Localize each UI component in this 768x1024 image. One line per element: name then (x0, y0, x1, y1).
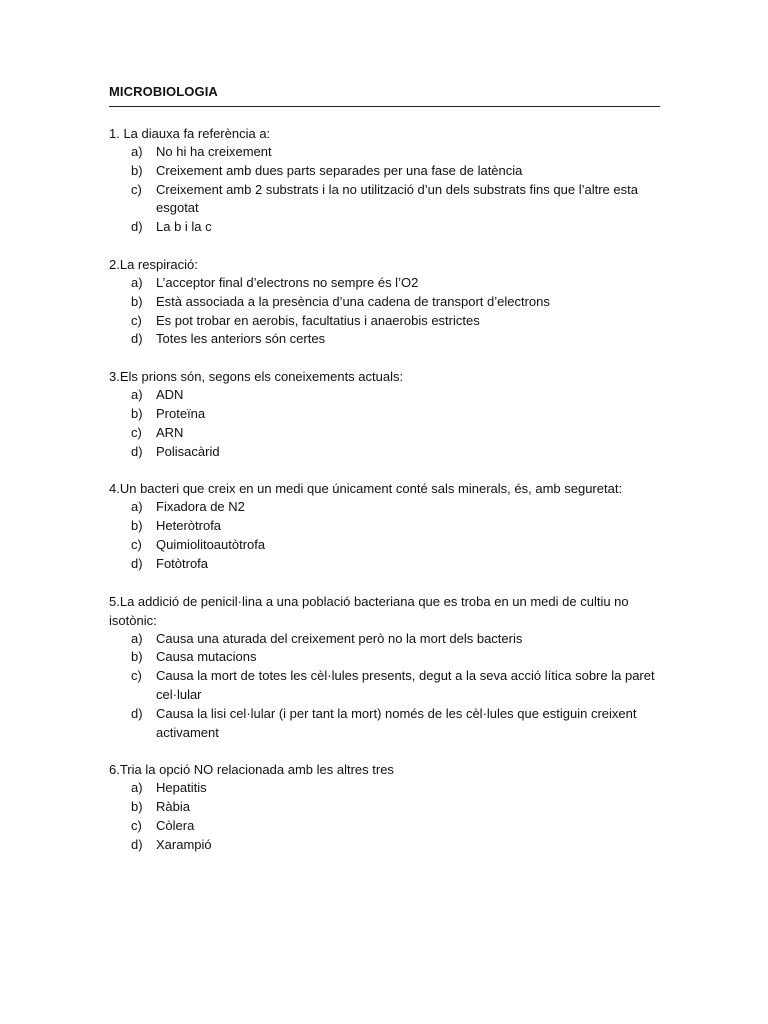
answer-option (109, 386, 660, 405)
question-text: 6.Tria la opció NO relacionada amb les altres tres (109, 762, 394, 778)
option-text: L’acceptor final d’electrons no sempre és l’O2 (156, 274, 419, 290)
option-letter: b) (131, 293, 143, 309)
document-title: MICROBIOLOGIA (109, 84, 218, 99)
answer-option (109, 779, 660, 798)
option-text: Heteròtrofa (156, 518, 222, 534)
option-letter: d) (131, 705, 143, 721)
answer-option (109, 424, 660, 443)
question-1 (109, 124, 660, 237)
option-text: Està associada a la presència d’una cadena de transport d’electrons (156, 293, 550, 309)
option-text: Causa una aturada del creixement però no la mort dels bacteris (156, 630, 523, 646)
question-text: 5.La addició de penicil·lina a una població bacteriana que es troba en un medi de cultiu no isotònic: (109, 593, 629, 628)
answer-option (109, 312, 660, 331)
answer-options (109, 143, 660, 237)
question-text: 1. La diauxa fa referència a: (109, 126, 271, 141)
option-text: ARN (156, 424, 184, 440)
option-text: Creixement amb 2 substrats i la no utilització d’un dels substrats fins que l’altre esta esgotat (156, 181, 638, 216)
option-letter: c) (131, 817, 142, 833)
option-text: Proteïna (156, 405, 206, 421)
answer-option (109, 405, 660, 424)
option-letter: d) (131, 836, 143, 852)
option-letter: c) (131, 668, 142, 684)
answer-option (109, 274, 660, 293)
answer-option (109, 330, 660, 349)
answer-option (109, 536, 660, 555)
option-letter: b) (131, 518, 143, 534)
option-text: Causa mutacions (156, 649, 257, 665)
option-letter: b) (131, 405, 143, 421)
question-6 (109, 760, 660, 854)
option-text: Fixadora de N2 (156, 499, 245, 515)
option-text: Creixement amb dues parts separades per una fase de latència (156, 162, 523, 178)
option-text: La b i la c (156, 219, 212, 235)
option-text: Causa la lisi cel·lular (i per tant la mort) només de les cèl·lules que estiguin creixent activament (156, 705, 637, 740)
option-text: Es pot trobar en aerobis, facultatius i anaerobis estrictes (156, 312, 480, 328)
option-letter: d) (131, 331, 143, 347)
option-letter: c) (131, 312, 142, 328)
option-letter: d) (131, 443, 143, 459)
option-letter: a) (131, 780, 143, 796)
answer-options (109, 498, 660, 573)
option-letter: d) (131, 219, 143, 235)
title-underline (109, 106, 660, 107)
answer-option (109, 443, 660, 462)
question-text: 2.La respiració: (109, 256, 198, 272)
question-3 (109, 367, 660, 461)
answer-option (109, 517, 660, 536)
answer-options (109, 274, 660, 349)
option-letter: d) (131, 555, 143, 571)
option-text: Còlera (156, 817, 195, 833)
answer-option (109, 181, 660, 219)
option-letter: a) (131, 274, 143, 290)
answer-option (109, 293, 660, 312)
option-text: Polisacàrid (156, 443, 220, 459)
answer-option (109, 555, 660, 574)
question-4 (109, 479, 660, 573)
option-text: Totes les anteriors són certes (156, 331, 326, 347)
question-text: 4.Un bacteri que creix en un medi que únicament conté sals minerals, és, amb seguretat: (109, 481, 623, 497)
answer-options (109, 630, 660, 743)
option-text: Quimiolitoautòtrofa (156, 536, 266, 552)
answer-option (109, 798, 660, 817)
option-letter: a) (131, 630, 143, 646)
option-letter: c) (131, 536, 142, 552)
question-2 (109, 255, 660, 349)
option-text: Causa la mort de totes les cèl·lules presents, degut a la seva acció lítica sobre la paret cel·lular (156, 668, 655, 702)
option-letter: a) (131, 499, 143, 515)
option-letter: b) (131, 162, 143, 178)
answer-options (109, 779, 660, 854)
option-letter: c) (131, 424, 142, 440)
answer-option (109, 630, 660, 649)
option-text: No hi ha creixement (156, 144, 272, 159)
option-text: Ràbia (156, 799, 190, 815)
answer-option (109, 162, 660, 181)
option-letter: b) (131, 799, 143, 815)
answer-option (109, 498, 660, 517)
question-text: 3.Els prions són, segons els coneixements actuals: (109, 369, 404, 385)
answer-option (109, 817, 660, 836)
option-text: ADN (156, 387, 184, 403)
option-text: Hepatitis (156, 780, 207, 796)
option-letter: a) (131, 144, 143, 159)
answer-option (109, 667, 660, 705)
answer-option (109, 705, 660, 743)
answer-option (109, 143, 660, 162)
answer-option (109, 648, 660, 667)
answer-option (109, 218, 660, 237)
option-letter: b) (131, 649, 143, 665)
answer-option (109, 836, 660, 855)
answer-options (109, 386, 660, 461)
option-text: Xarampió (156, 836, 212, 852)
option-letter: c) (131, 181, 142, 197)
option-text: Fotòtrofa (156, 555, 209, 571)
question-list (109, 124, 660, 873)
option-letter: a) (131, 387, 143, 403)
question-5 (109, 592, 660, 743)
